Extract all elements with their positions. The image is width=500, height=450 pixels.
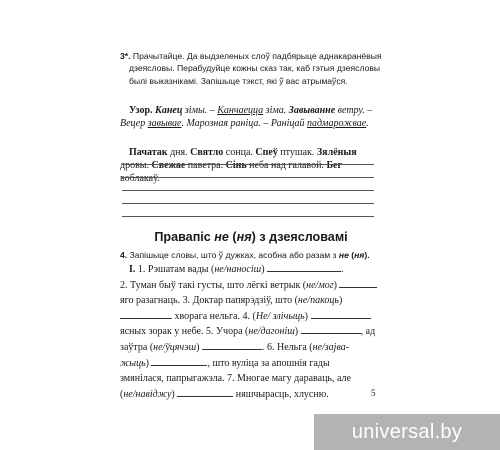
source-word-1: Пачатак [129, 147, 168, 158]
sample-text-3: ветру. – [335, 105, 373, 116]
exercise-text: яго разагнаць. 3. Доктар папярэдзіў, што ( [120, 295, 298, 307]
exercise-text: ясных зорак у небе. 5. Учора ( [120, 326, 249, 338]
sample-text-1: зімы. – [182, 105, 218, 116]
source-text [120, 146, 382, 186]
exercise-word-6: не/ўцячэш [153, 341, 197, 353]
exercise-word-7-end: жыць [120, 357, 146, 369]
sample-word-2: Завыванне [288, 105, 336, 116]
exercise-text: , што вуліца за апошнія гады [207, 357, 330, 369]
task-4-nya: ня [354, 250, 365, 260]
exercise-text: 1. Рэшатам вады ( [135, 264, 215, 275]
sample-answer-1: Канчаецца [217, 105, 264, 116]
sample-text-6: . [366, 118, 369, 130]
sample-text-5: . Марозная раніца. – Раніцай [181, 118, 307, 130]
answer-blank-6[interactable] [202, 340, 262, 350]
source-text-7: воблакаў. [120, 173, 160, 185]
sample-label: Узор. [129, 105, 153, 116]
exercise-text: ) [196, 341, 202, 353]
heading-ne: не [214, 230, 229, 244]
exercise-text: ) [145, 357, 152, 369]
writing-line [122, 216, 374, 217]
exercise-text: . [341, 264, 344, 275]
source-word-6: Сінь [225, 160, 247, 172]
exercise-word-5: не/дагоніш [248, 326, 295, 338]
writing-line [122, 203, 374, 204]
section-heading [120, 230, 382, 244]
writing-line [122, 190, 374, 191]
exercise-text: няшчырасць, хлусню. [233, 388, 329, 400]
watermark-banner: universal.by [314, 414, 500, 450]
page-number: 5 [371, 388, 376, 398]
exercise-word-1: не/наносіш [214, 264, 262, 275]
task-4-number: 4. [120, 250, 128, 260]
exercise-text: змянілася, папрыгажэла. 7. Многае магу дараваць, але [120, 373, 351, 385]
answer-blank-4[interactable] [311, 309, 371, 319]
source-word-4: Зялёныя [316, 147, 357, 158]
task-4-text-2: ( [348, 250, 355, 260]
exercise-text: ) [333, 279, 340, 291]
heading-text-2: ( [228, 230, 237, 244]
task-4-text: Запішыце словы, што ў дужках, асобна або разам з [127, 250, 339, 260]
exercise-text: . 6. Нельга ( [262, 341, 313, 353]
source-text-3: птушак. [277, 147, 317, 158]
source-word-2: Святло [190, 147, 224, 158]
task-4-text-3: ). [364, 250, 370, 260]
task-3-text-line-2: дзеясловы. Перабудуйце кожны сказ так, каб гэтыя дзеясловы [129, 63, 381, 74]
answer-blank-2[interactable] [339, 278, 377, 288]
source-text-6: неба над галавой. [246, 160, 327, 172]
exercise-text: заўтра ( [120, 341, 154, 353]
source-text-5: паветра. [185, 160, 226, 172]
source-word-5: Свежае [151, 160, 186, 172]
sample-word-1: Канец [155, 105, 183, 116]
task-3-text-line-1: Прачытайце. Да выдзеленых слоў падбярыце аднакаранёвыя [132, 51, 382, 61]
exercise-text: ) [294, 326, 301, 338]
source-text-1: дня. [167, 147, 191, 158]
exercise-text: ) [261, 264, 268, 275]
exercise-word-4: Не/ злічыць [255, 310, 305, 322]
source-text-4: дровы. [120, 160, 152, 172]
sample-text-2: зіма. [263, 105, 289, 116]
exercise-text: хворага нельга. 4. ( [172, 310, 256, 322]
task-4-instructions [120, 249, 382, 261]
sample-text-4: Вецер [120, 118, 148, 130]
exercise-text: ) [304, 310, 311, 322]
exercise-text [120, 262, 382, 402]
exercise-text: ) [338, 295, 343, 307]
heading-text-1: Правапіс [154, 230, 215, 244]
exercise-text: ) [171, 388, 178, 400]
exercise-word-3: не/пакоць [297, 295, 339, 307]
exercise-text: ( [120, 388, 124, 400]
answer-blank-5[interactable] [301, 324, 361, 334]
source-text-2: сонца. [223, 147, 256, 158]
exercise-word-8: не/навіджу [123, 388, 172, 400]
answer-blank-8[interactable] [177, 387, 233, 397]
answer-blank-3[interactable] [120, 309, 172, 319]
exercise-text: , ад [360, 326, 376, 338]
writing-line [122, 164, 374, 165]
sample-answer-3: падмарожвае [307, 118, 367, 130]
sample-answer-2: завывае [147, 118, 182, 130]
source-word-7: Бег [326, 160, 343, 172]
task-4-ne: не [338, 250, 349, 260]
answer-blank-1[interactable] [267, 262, 341, 272]
heading-text-3: ) з дзеясловамі [251, 230, 348, 244]
exercise-word-2: не/мог [306, 279, 334, 291]
task-3-number: 3*. [120, 51, 131, 61]
task-3-text-line-3: былі выказнікамі. Запішыце тэкст, які ў вас атрымаўся. [129, 75, 348, 86]
heading-nya: ня [236, 230, 252, 244]
source-word-3: Спеў [255, 147, 278, 158]
sample-block [120, 104, 382, 130]
exercise-text: 2. Туман быў такі густы, што лёгкі ветрык ( [120, 279, 307, 291]
exercise-roman-numeral: I. [129, 264, 136, 275]
exercise-word-7: не/зајва- [312, 341, 350, 353]
task-3-instructions [120, 50, 382, 87]
answer-blank-7[interactable] [151, 356, 207, 366]
writing-line [122, 177, 374, 178]
